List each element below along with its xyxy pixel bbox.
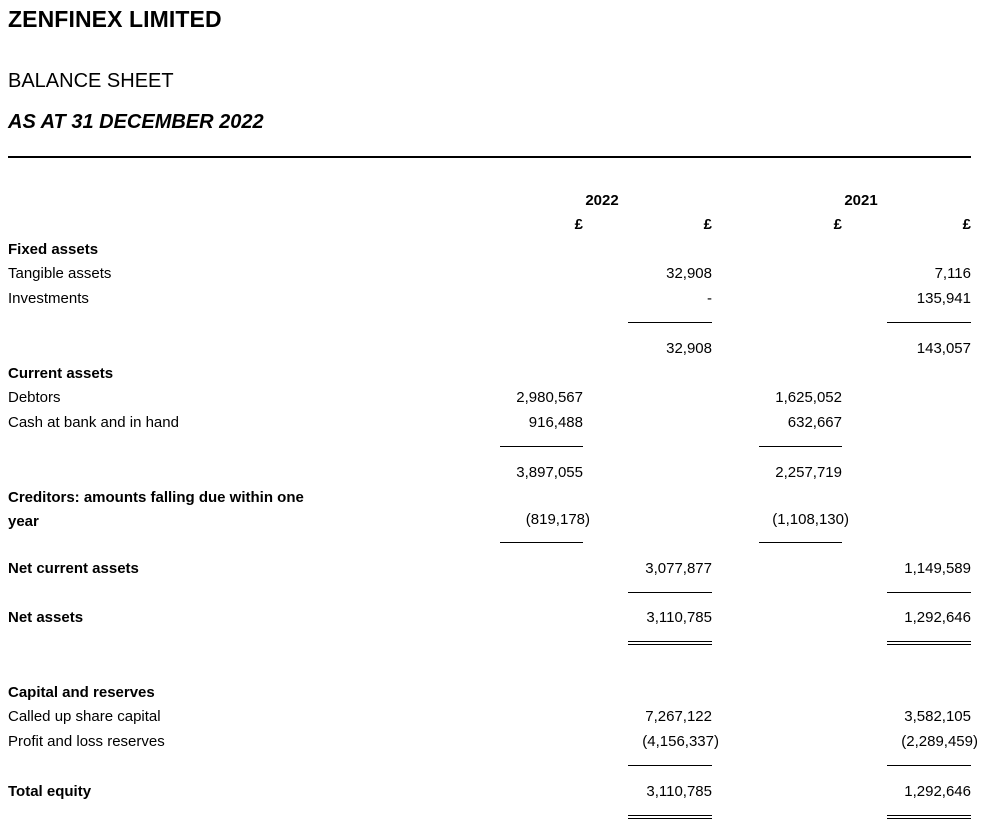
total-double-rule: [628, 641, 712, 645]
investments-2022: -: [707, 290, 712, 307]
company-name: ZENFINEX LIMITED: [8, 6, 222, 32]
share-capital-label: Called up share capital: [8, 708, 161, 725]
fixed-assets-heading: Fixed assets: [8, 241, 99, 258]
document-title: BALANCE SHEET: [8, 70, 174, 92]
capital-reserves-heading: Capital and reserves: [8, 684, 155, 701]
currency-header-c4: £: [962, 216, 971, 233]
share-capital-2022: 7,267,122: [645, 708, 712, 725]
total-equity-label: Total equity: [8, 783, 92, 800]
cash-2021: 632,667: [787, 414, 842, 431]
creditors-2022: (819,178): [525, 511, 590, 528]
net-assets-2022: 3,110,785: [646, 609, 712, 626]
net-assets-2021: 1,292,646: [904, 609, 971, 626]
current-assets-heading: Current assets: [8, 365, 114, 382]
profit-loss-2022: (4,156,337): [642, 733, 719, 750]
tangible-assets-2022: 32,908: [666, 265, 712, 282]
profit-loss-label: Profit and loss reserves: [8, 733, 165, 750]
net-assets-label: Net assets: [8, 609, 84, 626]
investments-label: Investments: [8, 290, 89, 307]
subtotal-rule: [500, 446, 583, 447]
subtotal-rule: [628, 322, 712, 323]
current-assets-total-2021: 2,257,719: [775, 464, 842, 481]
debtors-2022: 2,980,567: [516, 389, 583, 406]
currency-header-c1: £: [574, 216, 583, 233]
fixed-assets-total-2022: 32,908: [666, 340, 712, 357]
total-double-rule: [887, 641, 971, 645]
subtotal-rule: [887, 765, 971, 766]
subtotal-rule: [887, 592, 971, 593]
creditors-2021: (1,108,130): [772, 511, 849, 528]
header-divider: [8, 156, 971, 158]
profit-loss-2021: (2,289,459): [901, 733, 978, 750]
total-equity-2022: 3,110,785: [646, 783, 712, 800]
current-assets-total-2022: 3,897,055: [516, 464, 583, 481]
fixed-assets-total-2021: 143,057: [916, 340, 971, 357]
document-date: AS AT 31 DECEMBER 2022: [8, 111, 264, 133]
cash-label: Cash at bank and in hand: [8, 414, 179, 431]
subtotal-rule: [500, 542, 583, 543]
tangible-assets-label: Tangible assets: [8, 265, 112, 282]
subtotal-rule: [628, 765, 712, 766]
creditors-label-line2: year: [8, 513, 39, 530]
subtotal-rule: [628, 592, 712, 593]
currency-header-c2: £: [703, 216, 712, 233]
debtors-2021: 1,625,052: [775, 389, 842, 406]
tangible-assets-2021: 7,116: [934, 265, 971, 282]
currency-header-c3: £: [833, 216, 842, 233]
subtotal-rule: [887, 322, 971, 323]
investments-2021: 135,941: [916, 290, 971, 307]
year-header-2021: 2021: [844, 192, 878, 209]
net-current-assets-label: Net current assets: [8, 560, 139, 577]
net-current-assets-2022: 3,077,877: [645, 560, 712, 577]
total-equity-2021: 1,292,646: [904, 783, 971, 800]
total-double-rule: [628, 815, 712, 819]
cash-2022: 916,488: [528, 414, 583, 431]
debtors-label: Debtors: [8, 389, 61, 406]
share-capital-2021: 3,582,105: [904, 708, 971, 725]
total-double-rule: [887, 815, 971, 819]
year-header-2022: 2022: [585, 192, 619, 209]
subtotal-rule: [759, 446, 842, 447]
subtotal-rule: [759, 542, 842, 543]
creditors-label-line1: Creditors: amounts falling due within one: [8, 489, 304, 506]
net-current-assets-2021: 1,149,589: [904, 560, 971, 577]
